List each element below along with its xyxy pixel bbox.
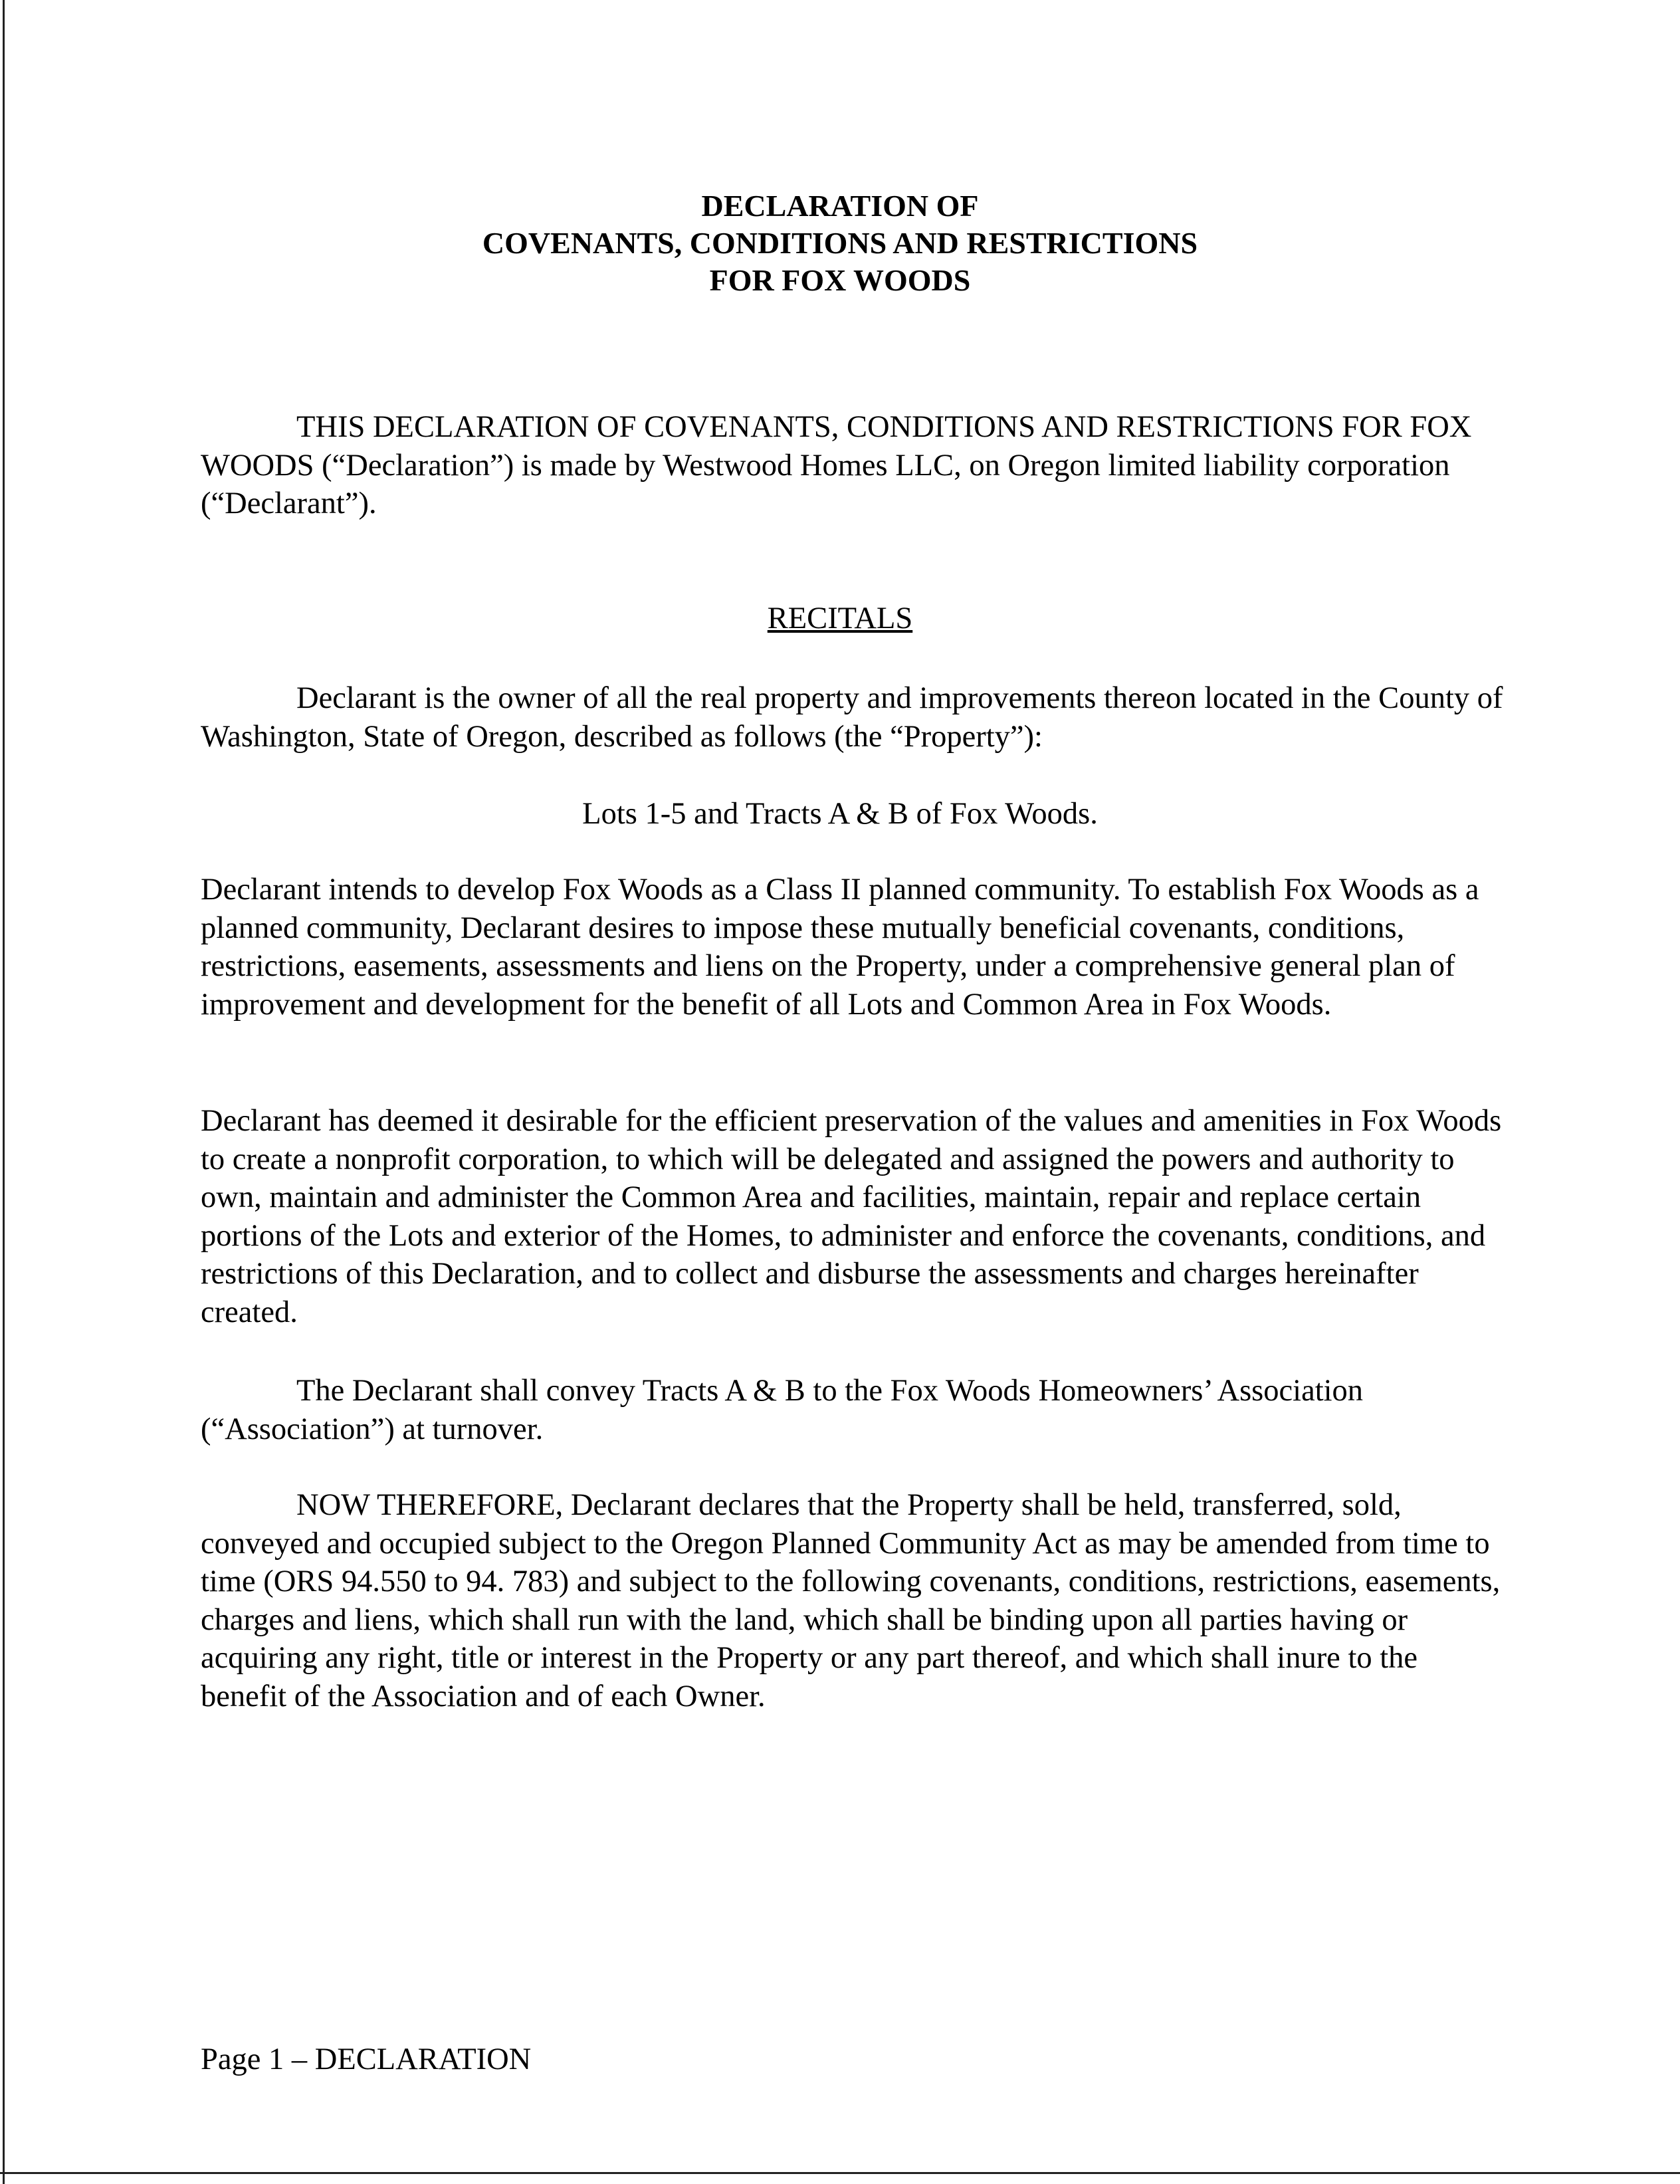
scan-bottom-edge-line <box>0 2172 1680 2174</box>
recital-intent-paragraph: Declarant intends to develop Fox Woods as a Class II planned community. To establish Fox Woods as a planned community, Declarant desires to impose these mutually beneficial covenants, conditions, restrictions, easements, assessments and liens on the Property, under a comprehensive general plan of improvement and development for the benefit of all Lots and Common Area in Fox Woods. <box>201 873 1479 1022</box>
recital-owner-paragraph: Declarant is the owner of all the real property and improvements thereon located in the County of Washington, State of Oregon, described as follows (the “Property”): <box>201 681 1503 754</box>
recitals-heading: RECITALS <box>767 601 913 635</box>
document-title <box>0 187 1680 299</box>
recital-nonprofit-paragraph: Declarant has deemed it desirable for the efficient preservation of the values and amenities in Fox Woods to create a nonprofit corporation, to which will be delegated and assigned the powers and authority to own, maintain and administer the Common Area and facilities, maintain, repair and replace certain portions of the Lots and exterior of the Homes, to administer and enforce the covenants, conditions, and restrictions of this Declaration, and to collect and disburse the assessments and charges hereinafter created. <box>201 1104 1502 1329</box>
title-line-1: DECLARATION OF <box>701 189 979 223</box>
page-footer: Page 1 – DECLARATION <box>201 2042 532 2076</box>
recital-convey-paragraph: The Declarant shall convey Tracts A & B to the Fox Woods Homeowners’ Association (“Association”) at turnover. <box>201 1374 1364 1446</box>
title-line-3: FOR FOX WOODS <box>709 263 971 297</box>
title-line-2: COVENANTS, CONDITIONS AND RESTRICTIONS <box>482 226 1198 260</box>
now-therefore-paragraph: NOW THEREFORE, Declarant declares that the Property shall be held, transferred, sold, conveyed and occupied subject to the Oregon Planned Community Act as may be amended from time to time (ORS 94.550 to 94. 783) and subject to the following covenants, conditions, restrictions, easements, charges and liens, which shall run with the land, which shall be binding upon all parties having or acquiring any right, title or interest in the Property or any part thereof, and which shall inure to the benefit of the Association and of each Owner. <box>201 1488 1501 1713</box>
property-description: Lots 1-5 and Tracts A & B of Fox Woods. <box>582 797 1098 831</box>
intro-paragraph: THIS DECLARATION OF COVENANTS, CONDITIONS AND RESTRICTIONS FOR FOX WOODS (“Declaration”) is made by Westwood Homes LLC, on Oregon limited liability corporation (“Declarant”). <box>201 410 1472 520</box>
scan-left-edge-line <box>3 0 5 2184</box>
